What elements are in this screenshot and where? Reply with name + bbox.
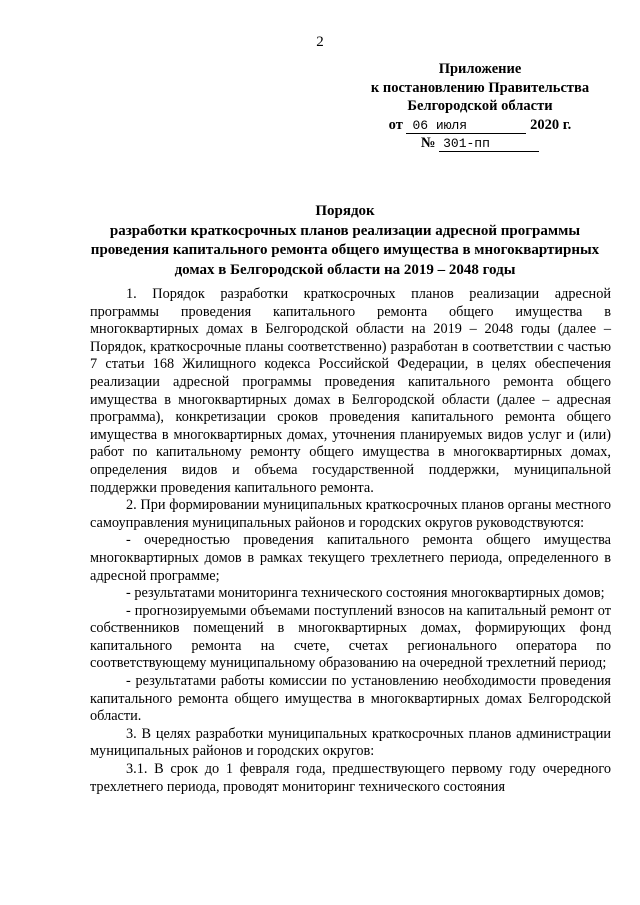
number-prefix: № xyxy=(420,135,436,151)
paragraph-2-item-2: - результатами мониторинга технического состояния многоквартирных домов; xyxy=(126,585,605,602)
appendix-date-line xyxy=(360,116,600,135)
appendix-number-line xyxy=(360,134,600,153)
paragraph-2-item-4: - результатами работы комиссии по установлению необходимости проведения капитального ремонта общего имущества в многоквартирных домах Белгородской области. xyxy=(90,673,611,725)
appendix-title: Приложение xyxy=(438,61,522,77)
title-line-3: проведения капитального ремонта общего имущества в многоквартирных xyxy=(90,242,600,258)
date-prefix: от xyxy=(388,116,403,133)
paragraph-2-item-1: - очередностью проведения капитального ремонта общего имущества многоквартирных домов в рамках текущего трехлетнего периода, определенного в адресной программе; xyxy=(90,532,611,584)
document-body xyxy=(90,286,611,796)
paragraph-3-1: 3.1. В срок до 1 февраля года, предшествующего первому году очередного трехлетнего периода, проводят мониторинг технического состояния xyxy=(90,761,611,795)
appendix-decree-line: к постановлению Правительства xyxy=(370,79,590,96)
paragraph-2-item-3: - прогнозируемыми объемами поступлений взносов на капитальный ремонт от собственников помещений в многоквартирных домах, формирующих фонд капитального ремонта на счете, счетах регионального оператора по соответствующему муниципальному образованию на очередной трехлетний период; xyxy=(90,602,611,672)
title-line-1: Порядок xyxy=(315,203,375,219)
appendix-block xyxy=(360,60,600,153)
number-field: 301-пп xyxy=(439,137,539,152)
title-line-4: домах в Белгородской области на 2019 – 2048 годы xyxy=(174,261,516,278)
paragraph-1: 1. Порядок разработки краткосрочных планов реализации адресной программы проведения капитального ремонта общего имущества в многоквартирных домах в Белгородской области на 2019 – 2048 годы (далее – Порядок, краткосрочные планы соответственно) разработан в соответствии с частью 7 статьи 168 Жилищного кодекса Российской Федерации, в целях обеспечения реализации адресной программы проведения капитального ремонта общего имущества в многоквартирных домах в Белгородской области (далее – адресная программа), конкретизации сроков проведения капитального ремонта общего имущества в многоквартирных домах, уточнения планируемых видов услуг и (или) работ по капитальному ремонту общего имущества в многоквартирных домах, определения видов и объема государственной поддержки, муниципальной поддержки проведения капитального ремонта. xyxy=(90,286,611,496)
paragraph-3: 3. В целях разработки муниципальных краткосрочных планов администрации муниципальных районов и городских округов: xyxy=(90,725,611,760)
date-field: 06 июля xyxy=(406,119,526,134)
title-line-2: разработки краткосрочных планов реализации адресной программы xyxy=(109,222,581,239)
document-title xyxy=(80,202,610,280)
appendix-region-line: Белгородской области xyxy=(407,98,553,114)
page-number: 2 xyxy=(316,34,324,50)
date-year: 2020 г. xyxy=(530,116,572,133)
paragraph-2: 2. При формировании муниципальных краткосрочных планов органы местного самоуправления муниципальных районов и городских округов руководствуются: xyxy=(90,497,611,531)
